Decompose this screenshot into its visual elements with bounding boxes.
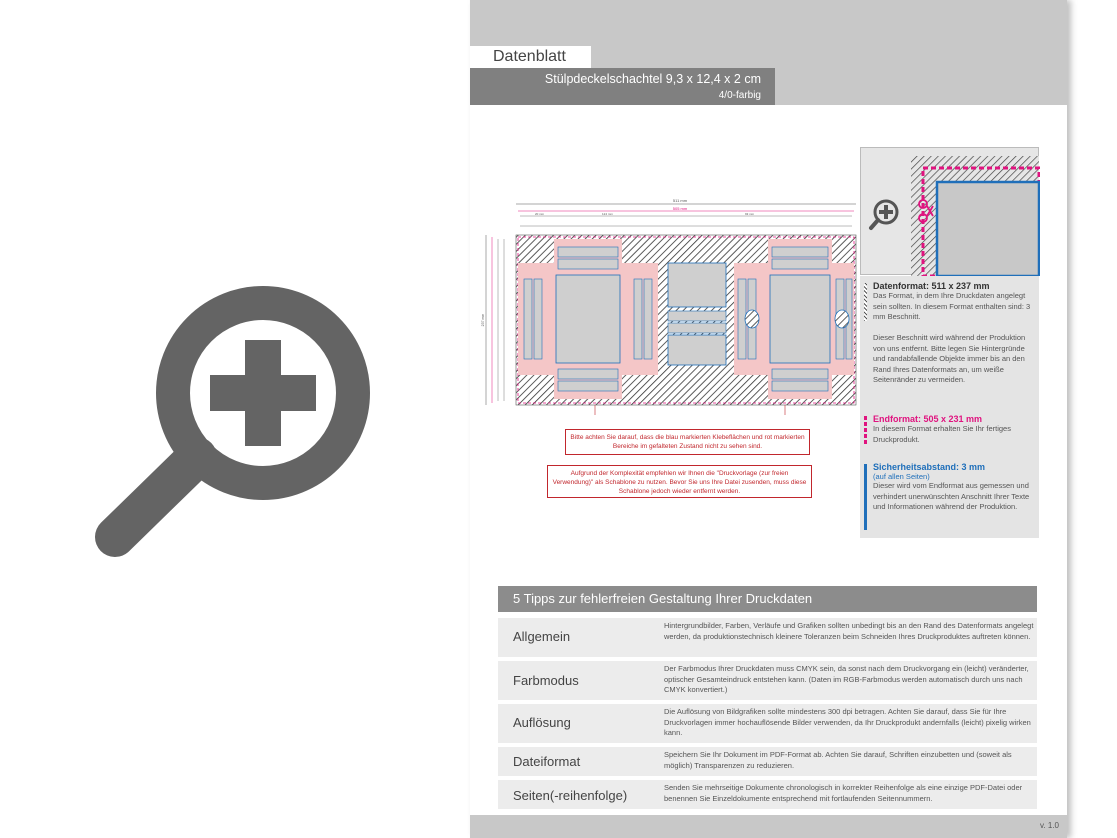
dim-total-width: 511 mm bbox=[672, 198, 688, 203]
safety-margin-block bbox=[873, 462, 1037, 513]
net-inlay bbox=[668, 263, 726, 365]
format-info-panel bbox=[860, 276, 1039, 538]
tip-text: Senden Sie mehrseitige Dokumente chronologisch in korrekter Reihenfolge als eine einzige PDF-Datei oder benennen Sie Einzeldokumente entsprechend mit fortlaufenden Seitennummern. bbox=[664, 783, 1023, 803]
safety-margin-text: Dieser wird vom Endformat aus gemessen und verhindert unerwünschten Anschnitt Ihrer Texte und Informationen während der Produktion. bbox=[873, 481, 1030, 511]
template-notice: Aufgrund der Komplexität empfehlen wir Ihnen die "Druckvorlage (zur freien Verwendung)" als Schablone zu nutzen. Bevor Sie uns Ihre Datei zusenden, muss diese Schablone jedoch wieder entfernt werden. bbox=[547, 465, 812, 498]
tip-label: Allgemein bbox=[513, 629, 571, 644]
dieline-drawing bbox=[480, 195, 860, 415]
end-format-block bbox=[873, 414, 1037, 445]
tip-row bbox=[498, 780, 1037, 809]
tip-label: Farbmodus bbox=[513, 673, 579, 688]
dim-mid-1: 93 mm bbox=[745, 212, 755, 216]
tip-text: Die Auflösung von Bildgrafiken sollte mindestens 300 dpi betragen. Achten Sie darauf, dass Sie für Ihre Druckvorlagen immer hochauflösende Bilder verwenden, da Ihr Druckprodukt andernfalls (leicht) pixelig wirken kann. bbox=[664, 707, 1031, 737]
dim-long-1: 124 mm bbox=[602, 212, 613, 216]
tip-label: Auflösung bbox=[513, 715, 571, 730]
tip-text: Der Farbmodus Ihrer Druckdaten muss CMYK sein, da sonst nach dem Druckvorgang ein (leicht) veränderter, optischer Gesamteindruck entstehen kann. (Daten im RGB-Farbmodus werden automatisch durch uns nach CMYK konvertiert.) bbox=[664, 664, 1029, 694]
net-base bbox=[734, 239, 854, 399]
datasheet-title: Datenblatt bbox=[470, 46, 591, 68]
tip-row bbox=[498, 704, 1037, 743]
safety-margin-heading: Sicherheitsabstand: 3 mm bbox=[873, 462, 986, 472]
tip-label: Dateiformat bbox=[513, 754, 581, 769]
end-format-text: In diesem Format erhalten Sie Ihr fertiges Druckprodukt. bbox=[873, 424, 1011, 444]
trim-text: Dieser Beschnitt wird während der Produktion von uns entfernt. Bitte legen Sie Hintergründe und randabfallende Objekte immer bis an den Rand Ihres Datenformats an, um weiße Seitenränder zu vermeiden. bbox=[873, 333, 1026, 384]
footer-band bbox=[470, 815, 1067, 838]
dim-height: 237 mm bbox=[481, 313, 485, 327]
tip-label: Seiten(-reihenfolge) bbox=[513, 788, 628, 803]
tip-row bbox=[498, 661, 1037, 700]
tips-heading: 5 Tipps zur fehlerfreien Gestaltung Ihrer Druckdaten bbox=[498, 586, 1037, 612]
dim-small-1: 20 mm bbox=[535, 212, 545, 216]
tip-row bbox=[498, 747, 1037, 776]
dim-end-width: 505 mm bbox=[672, 206, 688, 211]
glue-area-notice: Bitte achten Sie darauf, dass die blau markierten Klebeflächen und rot markierten Bereiche im gefalteten Zustand nicht zu sehen sind. bbox=[565, 429, 810, 455]
safety-margin-subtitle: (auf allen Seiten) bbox=[873, 472, 930, 481]
version-label: v. 1.0 bbox=[1040, 821, 1059, 830]
end-format-heading: Endformat: 505 x 231 mm bbox=[873, 414, 983, 424]
corner-detail bbox=[860, 147, 1039, 275]
header-band bbox=[470, 0, 1067, 46]
product-title: Stülpdeckelschachtel 9,3 x 12,4 x 2 cm bbox=[544, 72, 761, 86]
datasheet-page bbox=[470, 0, 1067, 838]
data-format-heading: Datenformat: 511 x 237 mm bbox=[873, 281, 990, 291]
product-color-spec: 4/0-farbig bbox=[718, 90, 761, 101]
data-format-block bbox=[873, 281, 1037, 323]
header-band-right bbox=[591, 46, 1067, 68]
corner-detail-drawing bbox=[861, 148, 1040, 276]
trim-block bbox=[873, 333, 1037, 386]
banner-right bbox=[775, 68, 1067, 105]
data-format-text: Das Format, in dem Ihre Druckdaten angelegt sein sollten. In diesem Format enthalten sind: 3 mm Beschnitt. bbox=[873, 291, 1031, 321]
tip-text: Hintergrundbilder, Farben, Verläufe und Grafiken sollten unbedingt bis an den Rand des Datenformats angelegt werden, da produktionstechnisch kleinere Toleranzen beim Schneiden Ihres Druckproduktes auftreten können. bbox=[664, 621, 1034, 641]
net-lid bbox=[518, 239, 658, 399]
tip-text: Speichern Sie Ihr Dokument im PDF-Format ab. Achten Sie darauf, Schriften einzubetten und (soweit als möglich) Transparenzen zu reduzieren. bbox=[664, 750, 1012, 770]
tip-row bbox=[498, 618, 1037, 657]
product-banner bbox=[470, 68, 775, 105]
zoom-in-icon[interactable] bbox=[85, 285, 375, 565]
